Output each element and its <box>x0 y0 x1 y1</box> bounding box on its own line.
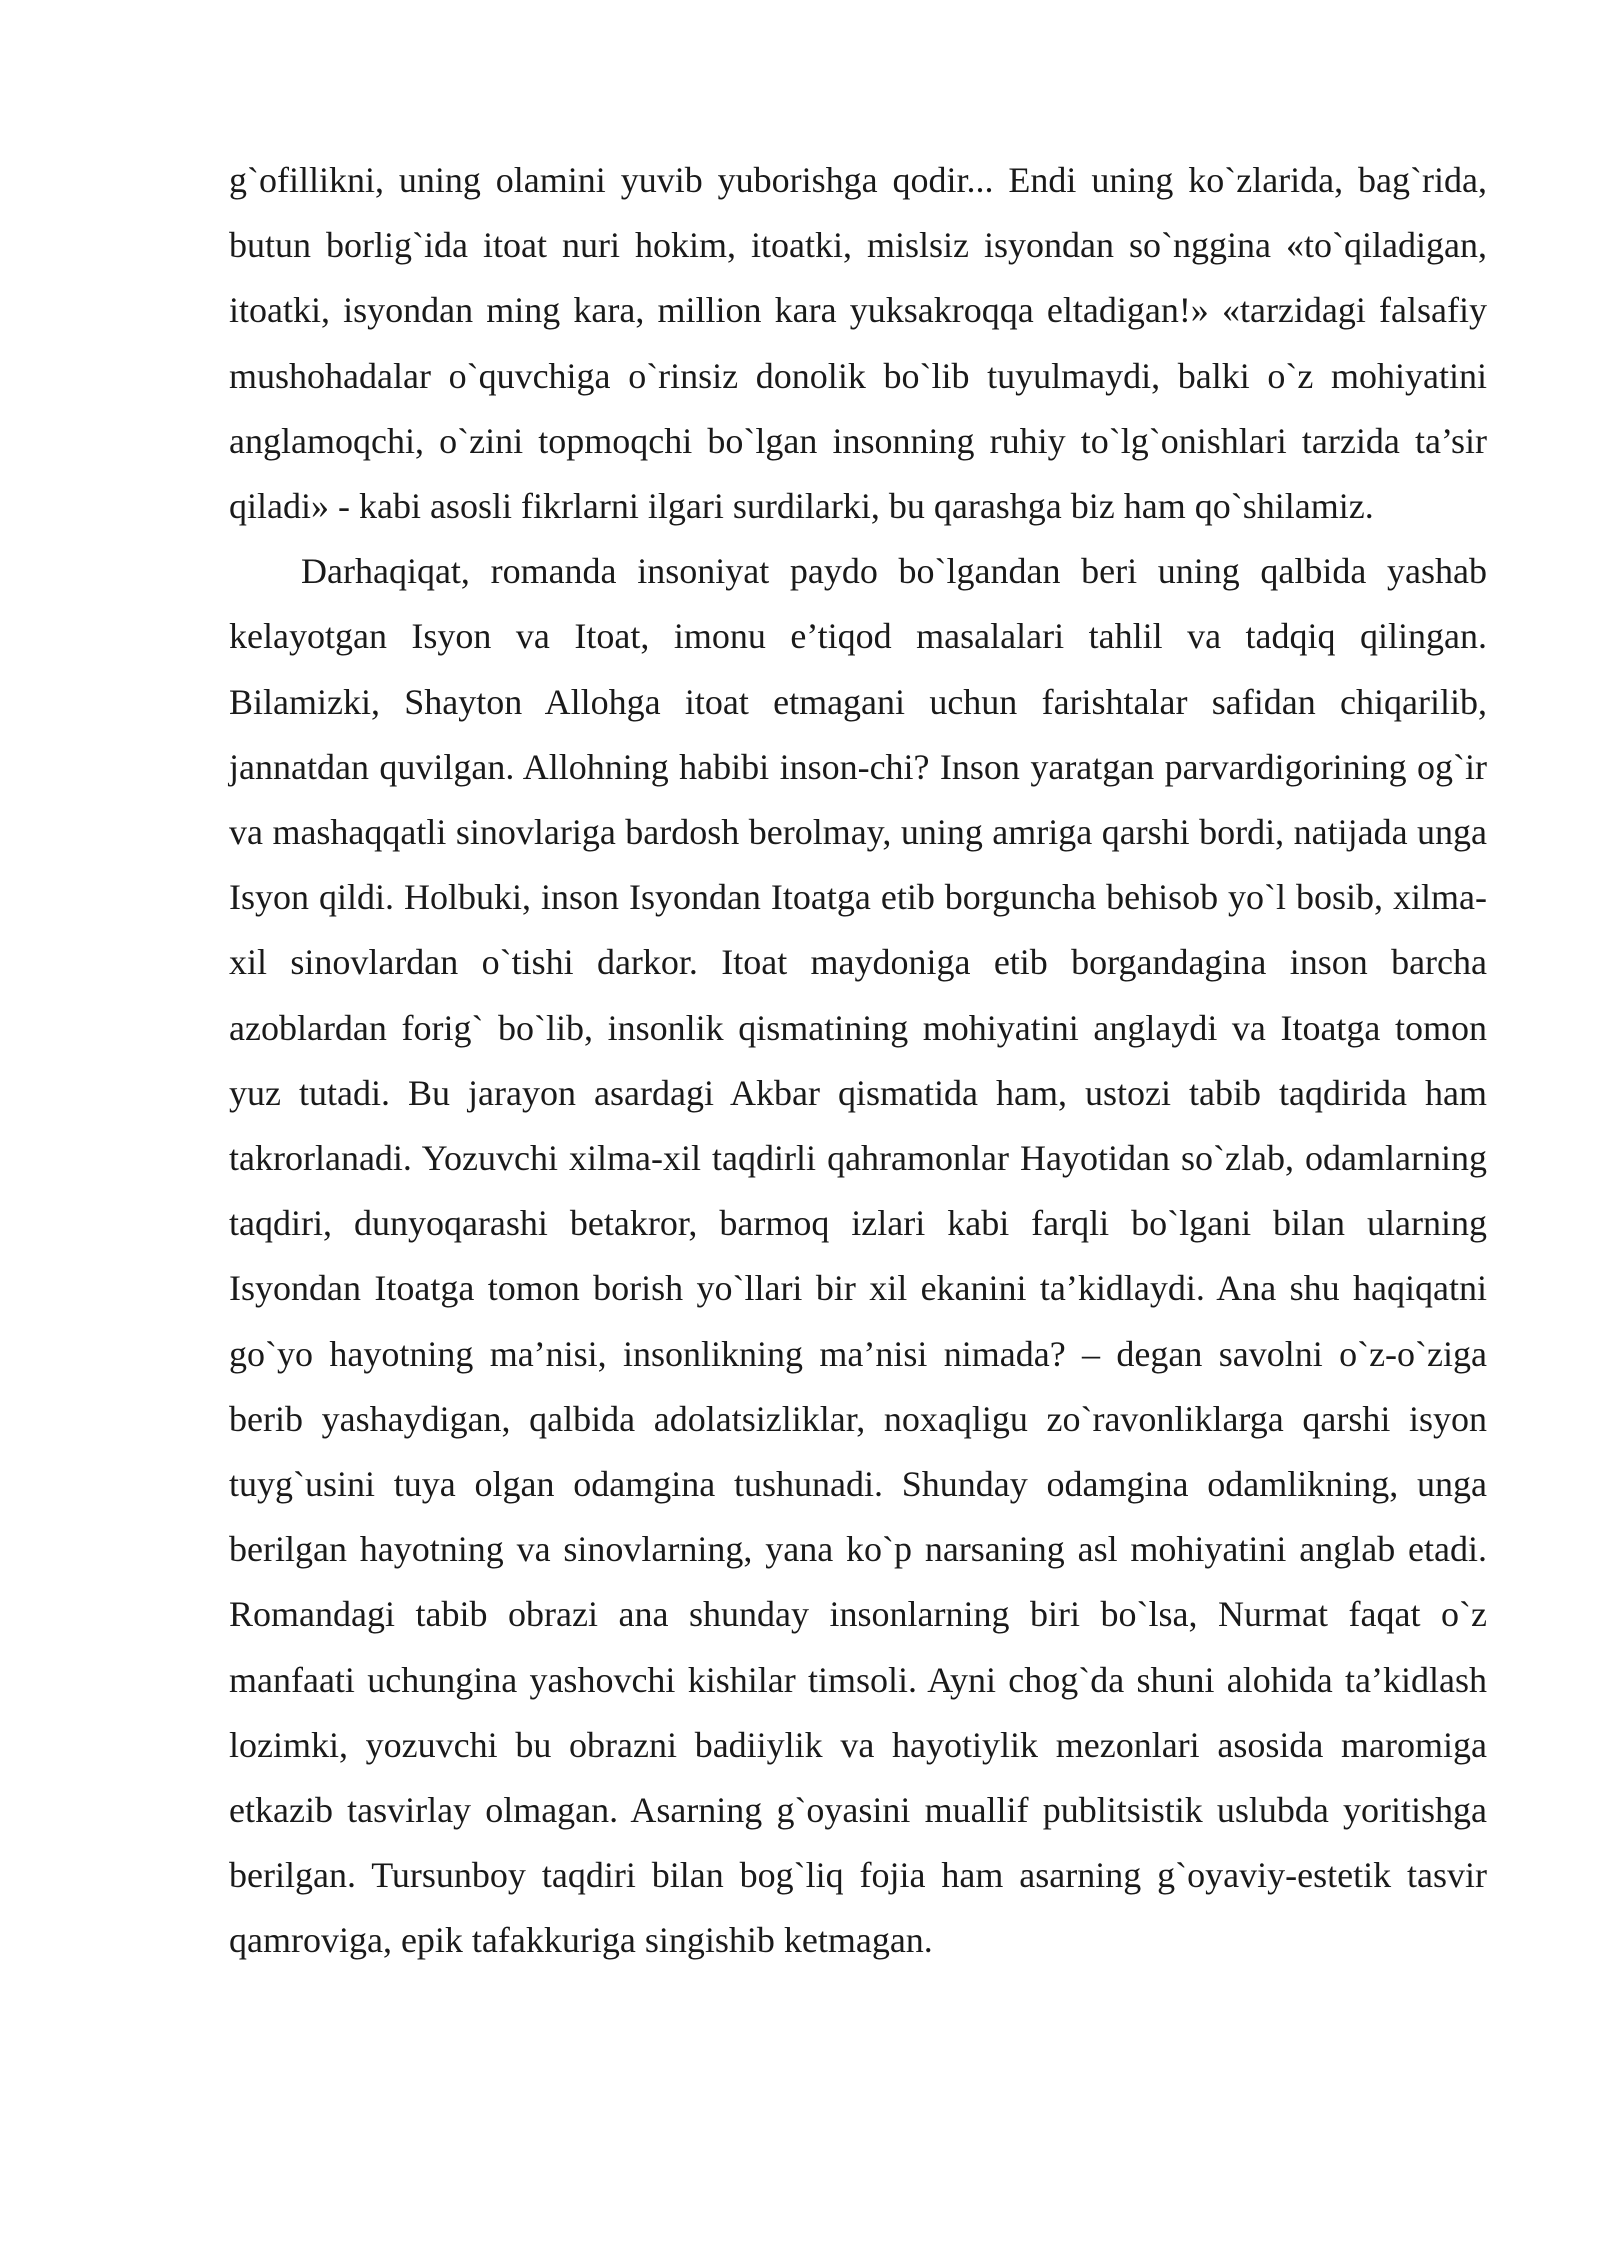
document-body <box>229 148 1487 1974</box>
paragraph-continued: g`ofillikni, uning olamini yuvib yuborishga qodir... Endi uning ko`zlarida, bag`rida, butun borlig`ida itoat nuri hokim, itoatki, mislsiz isyondan so`nggina «to`qiladigan, itoatki, isyondan ming kara, million kara yuksakroqqa eltadigan!» «tarzidagi falsafiy mushohadalar o`quvchiga o`rinsiz donolik bo`lib tuyulmaydi, balki o`z mohiyatini anglamoqchi, o`zini topmoqchi bo`lgan insonning ruhiy to`lg`onishlari tarzida ta’sir qiladi» - kabi asosli fikrlarni ilgari surdilarki, bu qarashga biz ham qo`shilamiz. <box>229 160 1487 527</box>
paragraph-darhaqiqat: Darhaqiqat, romanda insoniyat paydo bo`lgandan beri uning qalbida yashab kelayotgan Isyon va Itoat, imonu e’tiqod masalalari tahlil va tadqiq qilingan. Bilamizki, Shayton Allohga itoat etmagani uchun farishtalar safidan chiqarilib, jannatdan quvilgan. Allohning habibi inson-chi? Inson yaratgan parvardigorining og`ir va mashaqqatli sinovlariga bardosh berolmay, uning amriga qarshi bordi, natijada unga Isyon qildi. Holbuki, inson Isyondan Itoatga etib borguncha behisob yo`l bosib, xilma-xil sinovlardan o`tishi darkor. Itoat maydoniga etib borgandagina inson barcha azoblardan forig` bo`lib, insonlik qismatining mohiyatini anglaydi va Itoatga tomon yuz tutadi. Bu jarayon asardagi Akbar qismatida ham, ustozi tabib taqdirida ham takrorlanadi. Yozuvchi xilma-xil taqdirli qahramonlar Hayotidan so`zlab, odamlarning taqdiri, dunyoqarashi betakror, barmoq izlari kabi farqli bo`lgani bilan ularning Isyondan Itoatga tomon borish yo`llari bir xil ekanini ta’kidlaydi. Ana shu haqiqatni go`yo hayotning ma’nisi, insonlikning ma’nisi nimada? – degan savolni o`z-o`ziga berib yashaydigan, qalbida adolatsizliklar, noxaqligu zo`ravonliklarga qarshi isyon tuyg`usini tuya olgan odamgina tushunadi. Shunday odamgina odamlikning, unga berilgan hayotning va sinovlarning, yana ko`p narsaning asl mohiyatini anglab etadi. Romandagi tabib obrazi ana shunday insonlarning biri bo`lsa, Nurmat faqat o`z manfaati uchungina yashovchi kishilar timsoli. Ayni chog`da shuni alohida ta’kidlash lozimki, yozuvchi bu obrazni badiiylik va hayotiylik mezonlari asosida maromiga etkazib tasvirlay olmagan. Asarning g`oyasini muallif publitsistik uslubda yoritishga berilgan. Tursunboy taqdiri bilan bog`liq fojia ham asarning g`oyaviy-estetik tasvir qamroviga, epik tafakkuriga singishib ketmagan. <box>229 551 1487 1961</box>
